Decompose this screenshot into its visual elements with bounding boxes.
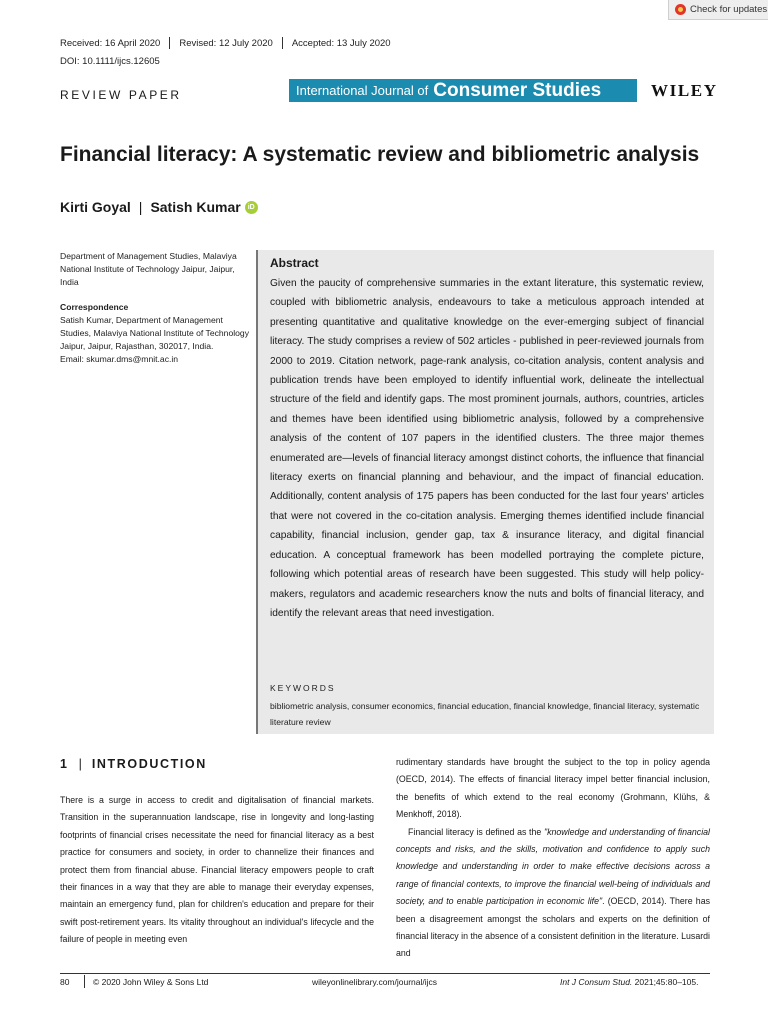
correspondence-heading: Correspondence: [60, 302, 129, 312]
article-title: Financial literacy: A systematic review and bibliometric analysis: [60, 143, 700, 166]
journal-name: Consumer Studies: [433, 79, 602, 101]
section-title: INTRODUCTION: [91, 757, 207, 771]
citation-volume: 2021;45:80–105.: [632, 977, 699, 987]
citation: [560, 977, 698, 987]
dates-line: [60, 37, 391, 49]
page-number: 80: [60, 977, 70, 987]
intro-left-column: There is a surge in access to credit and digitalisation of financial markets. Transition in the superannuation landscape, rise in longevity and long-lasting footprints of financial crises necessitate the need for financial literacy as a best practice for consumers and society, in order to channelize their finances and protect them from financial abuse. Financial literacy empowers people to craft their finances in a way that they are able to manage their everyday expenses, maintain an emergency fund, plan for children's education and prepare for their swift post-retirement years. Its vitality throughout an individual's lifecycle and the failure of people in meeting even: [60, 795, 374, 945]
accepted-date: Accepted: 13 July 2020: [291, 37, 391, 49]
journal-prefix: International Journal of: [296, 83, 429, 98]
journal-url[interactable]: wileyonlinelibrary.com/journal/ijcs: [312, 977, 438, 987]
correspondence-email[interactable]: Email: skumar.dms@mnit.ac.in: [60, 354, 179, 364]
abstract-heading: Abstract: [270, 256, 319, 270]
authors: [60, 199, 258, 215]
heading-separator: |: [78, 757, 82, 771]
correspondence: [60, 314, 255, 366]
revised-date: Revised: 12 July 2020: [179, 37, 273, 49]
author-name[interactable]: Satish Kumar: [150, 199, 241, 215]
section-number: 1: [60, 757, 69, 771]
doi[interactable]: DOI: 10.1111/ijcs.12605: [60, 56, 160, 67]
affiliation: Department of Management Studies, Malaviya National Institute of Technology Jaipur, Jaipur, India: [60, 251, 237, 287]
divider: [169, 37, 170, 49]
intro-right-column: [396, 754, 710, 963]
section-heading: [60, 757, 207, 771]
copyright: © 2020 John Wiley & Sons Ltd: [93, 977, 209, 987]
author-separator: |: [138, 199, 143, 215]
footer-rule: [60, 973, 710, 974]
keywords-list: bibliometric analysis, consumer economics, financial education, financial knowledge, financial literacy, systematic literature review: [270, 701, 700, 727]
check-for-updates-badge[interactable]: [668, 0, 768, 20]
journal-banner: [289, 79, 637, 102]
update-icon: [675, 4, 686, 15]
abstract-rule: [256, 250, 258, 734]
check-for-updates-label: Check for updates: [690, 4, 768, 15]
correspondence-address: Satish Kumar, Department of Management Studies, Malaviya National Institute of Technology Jaipur, Jaipur, Rajasthan, 302017, India.: [60, 315, 250, 351]
abstract-text: Given the paucity of comprehensive summaries in the extant literature, this systematic review, coupled with bibliometric analysis, endeavours to take a meticulous approach intended at presenting quantitative and qualitative knowledge on the ever-emerging subject of financial literacy. The study comprises a review of 502 articles - published in peer-reviewed journals from 2000 to 2019. Citation network, page-rank analysis, co-citation analysis, content analysis and publication trends have been employed to identify influential work, delineate the intellectual structure of the field and identify gaps. The most prominent journals, authors, countries, articles and themes have been identified using bibliometric analysis, followed by a comprehensive analysis of the content of 107 papers in the identified clusters. The three major themes enumerated are—levels of financial literacy amongst distinct cohorts, the influence that financial literacy exerts on financial planning and behaviour, and the impact of financial education. Additionally, content analysis of 175 papers has been conducted for the last four years' articles that were not covered in the co-citation analysis. Emerging themes identified include financial capability, financial inclusion, gender gap, tax & insurance literacy, and digital financial education. A conceptual framework has been modelled portraying the complete picture, following which potential areas of research have been suggested. This study will help policy-makers, regulators and academic researchers know the nuts and bolts of financial literacy, and identify the relevant areas that need investigation.: [270, 278, 704, 619]
received-date: Received: 16 April 2020: [60, 37, 161, 49]
divider: [282, 37, 283, 49]
keywords-heading: KEYWORDS: [270, 683, 336, 693]
footer-divider: [84, 975, 85, 988]
paragraph-lead: Financial literacy is defined as the: [408, 826, 544, 837]
definition-quote: "knowledge and understanding of financial concepts and risks, and the skills, motivation and confidence to apply such knowledge and understanding in order to make effective decisions across a range of financial contexts, to improve the financial well-being of individuals and society, and to enable participation in economic life": [396, 826, 710, 907]
paragraph-rest: . (OECD, 2014). There has been a disagreement amongst the scholars and experts on the definition of financial literacy in the absence of a consistent definition in the literature. Lusardi and: [396, 896, 710, 959]
author-name[interactable]: Kirti Goyal: [60, 199, 131, 215]
paragraph: [396, 824, 710, 963]
citation-journal: Int J Consum Stud.: [560, 977, 633, 987]
section-label: REVIEW PAPER: [60, 88, 182, 102]
orcid-icon[interactable]: iD: [245, 201, 258, 214]
paragraph: rudimentary standards have brought the subject to the top in policy agenda (OECD, 2014). The effects of financial literacy impel better financial inclusion, the benefits of which extend to the real economy (Grohmann, Klühs, & Menkhoff, 2018).: [396, 757, 710, 820]
publisher-logo: WILEY: [651, 81, 718, 100]
